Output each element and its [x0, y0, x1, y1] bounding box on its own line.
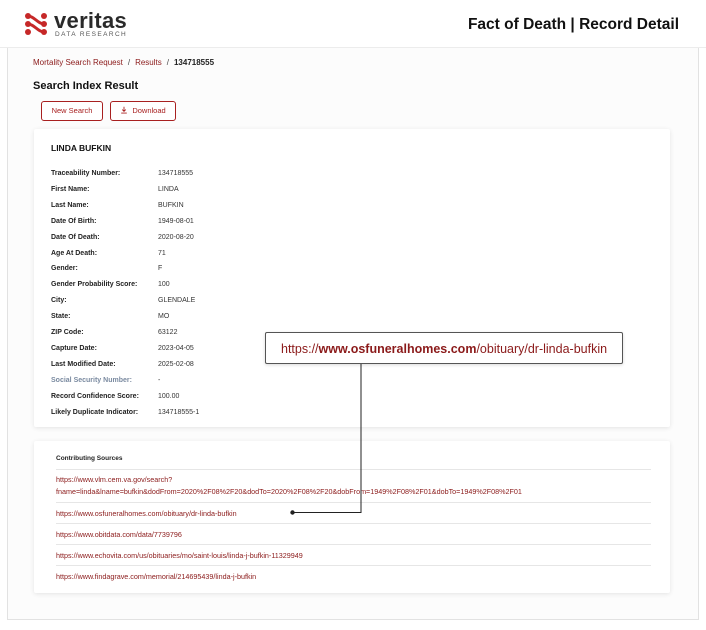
- app-header: [0, 0, 706, 48]
- source-row: [56, 523, 651, 544]
- field-label: Last Modified Date:: [51, 360, 116, 368]
- section-title: Search Index Result: [33, 80, 139, 92]
- source-link-obitdata[interactable]: https://www.obitdata.com/data/7739796: [56, 530, 182, 539]
- url-callout: [265, 332, 623, 364]
- field-label: Date Of Death:: [51, 233, 100, 241]
- source-link-findagrave[interactable]: https://www.findagrave.com/memorial/214695439/linda-j-bufkin: [56, 572, 257, 581]
- source-link-va[interactable]: https://www.vlm.cem.va.gov/search?: [56, 475, 173, 484]
- callout-url-path: /obituary/dr-linda-bufkin: [476, 342, 608, 356]
- field-value: GLENDALE: [158, 297, 196, 305]
- field-label: Age At Death:: [51, 249, 98, 257]
- field-value: MO: [158, 313, 170, 321]
- logo-mark-icon: [24, 12, 48, 36]
- breadcrumb-current: 134718555: [173, 58, 215, 67]
- field-value: -: [158, 376, 161, 384]
- source-row: [56, 565, 651, 586]
- field-value: LINDA: [158, 185, 179, 193]
- logo-subtitle: DATA RESEARCH: [55, 31, 128, 38]
- breadcrumb-separator: /: [166, 58, 169, 67]
- breadcrumb-mortality-search[interactable]: Mortality Search Request: [33, 58, 123, 67]
- new-search-button[interactable]: [41, 101, 103, 121]
- field-value: 134718555-1: [158, 408, 200, 416]
- logo-wordmark: veritas: [54, 8, 128, 33]
- source-row: [56, 502, 651, 523]
- new-search-label: New Search: [51, 106, 93, 115]
- download-label: Download: [132, 106, 166, 115]
- field-value: 100: [158, 281, 170, 289]
- callout-url-domain: www.osfuneralhomes.com: [318, 342, 477, 356]
- field-label: State:: [51, 313, 71, 321]
- breadcrumb: [33, 58, 214, 68]
- veritas-logo[interactable]: [24, 10, 154, 40]
- field-value: 1949-08-01: [158, 217, 194, 225]
- field-value: 2023-04-05: [158, 344, 194, 352]
- field-label: Record Confidence Score:: [51, 392, 139, 400]
- page-title: Fact of Death | Record Detail: [467, 16, 679, 33]
- record-name: LINDA BUFKIN: [51, 143, 112, 153]
- field-value: 2020-08-20: [158, 233, 194, 241]
- download-icon: [120, 106, 128, 114]
- source-link-echovita[interactable]: https://www.echovita.com/us/obituaries/mo/saint-louis/linda-j-bufkin-11329949: [56, 551, 303, 560]
- field-label: Last Name:: [51, 201, 89, 209]
- field-label: Capture Date:: [51, 344, 97, 352]
- source-row: [56, 544, 651, 565]
- field-value: 2025-02-08: [158, 360, 194, 368]
- field-value: BUFKIN: [158, 201, 184, 209]
- source-link-va-query[interactable]: fname=linda&lname=bufkin&dodFrom=2020%2F08%2F20&dodTo=2020%2F08%2F20&dobFrom=1949%2F08%2F01&dobTo=1949%2F08%2F01: [56, 487, 522, 496]
- field-label: City:: [51, 297, 67, 305]
- breadcrumb-separator: /: [127, 58, 131, 67]
- callout-url: [281, 342, 607, 356]
- field-label: Likely Duplicate Indicator:: [51, 408, 139, 416]
- field-value: 134718555: [158, 170, 194, 177]
- field-label: Gender Probability Score:: [51, 281, 138, 289]
- field-label: First Name:: [51, 185, 90, 193]
- callout-url-prefix: https://: [281, 342, 319, 356]
- download-button[interactable]: [110, 101, 176, 121]
- contributing-sources-card: [34, 441, 670, 593]
- source-link-osfuneralhomes[interactable]: https://www.osfuneralhomes.com/obituary/dr-linda-bufkin: [56, 509, 237, 518]
- field-label: Gender:: [51, 265, 78, 273]
- field-label: ZIP Code:: [51, 329, 84, 336]
- record-card: [34, 129, 670, 427]
- sources-title: Contributing Sources: [56, 455, 123, 462]
- breadcrumb-results[interactable]: Results: [135, 58, 162, 67]
- field-value: F: [158, 265, 163, 273]
- field-label: Date Of Birth:: [51, 217, 97, 225]
- field-value: 71: [158, 249, 166, 257]
- field-label: Traceability Number:: [51, 170, 121, 177]
- field-value: 100.00: [158, 392, 180, 400]
- field-label: Social Security Number:: [51, 376, 132, 384]
- field-value: 63122: [158, 329, 178, 336]
- source-row: [56, 469, 651, 502]
